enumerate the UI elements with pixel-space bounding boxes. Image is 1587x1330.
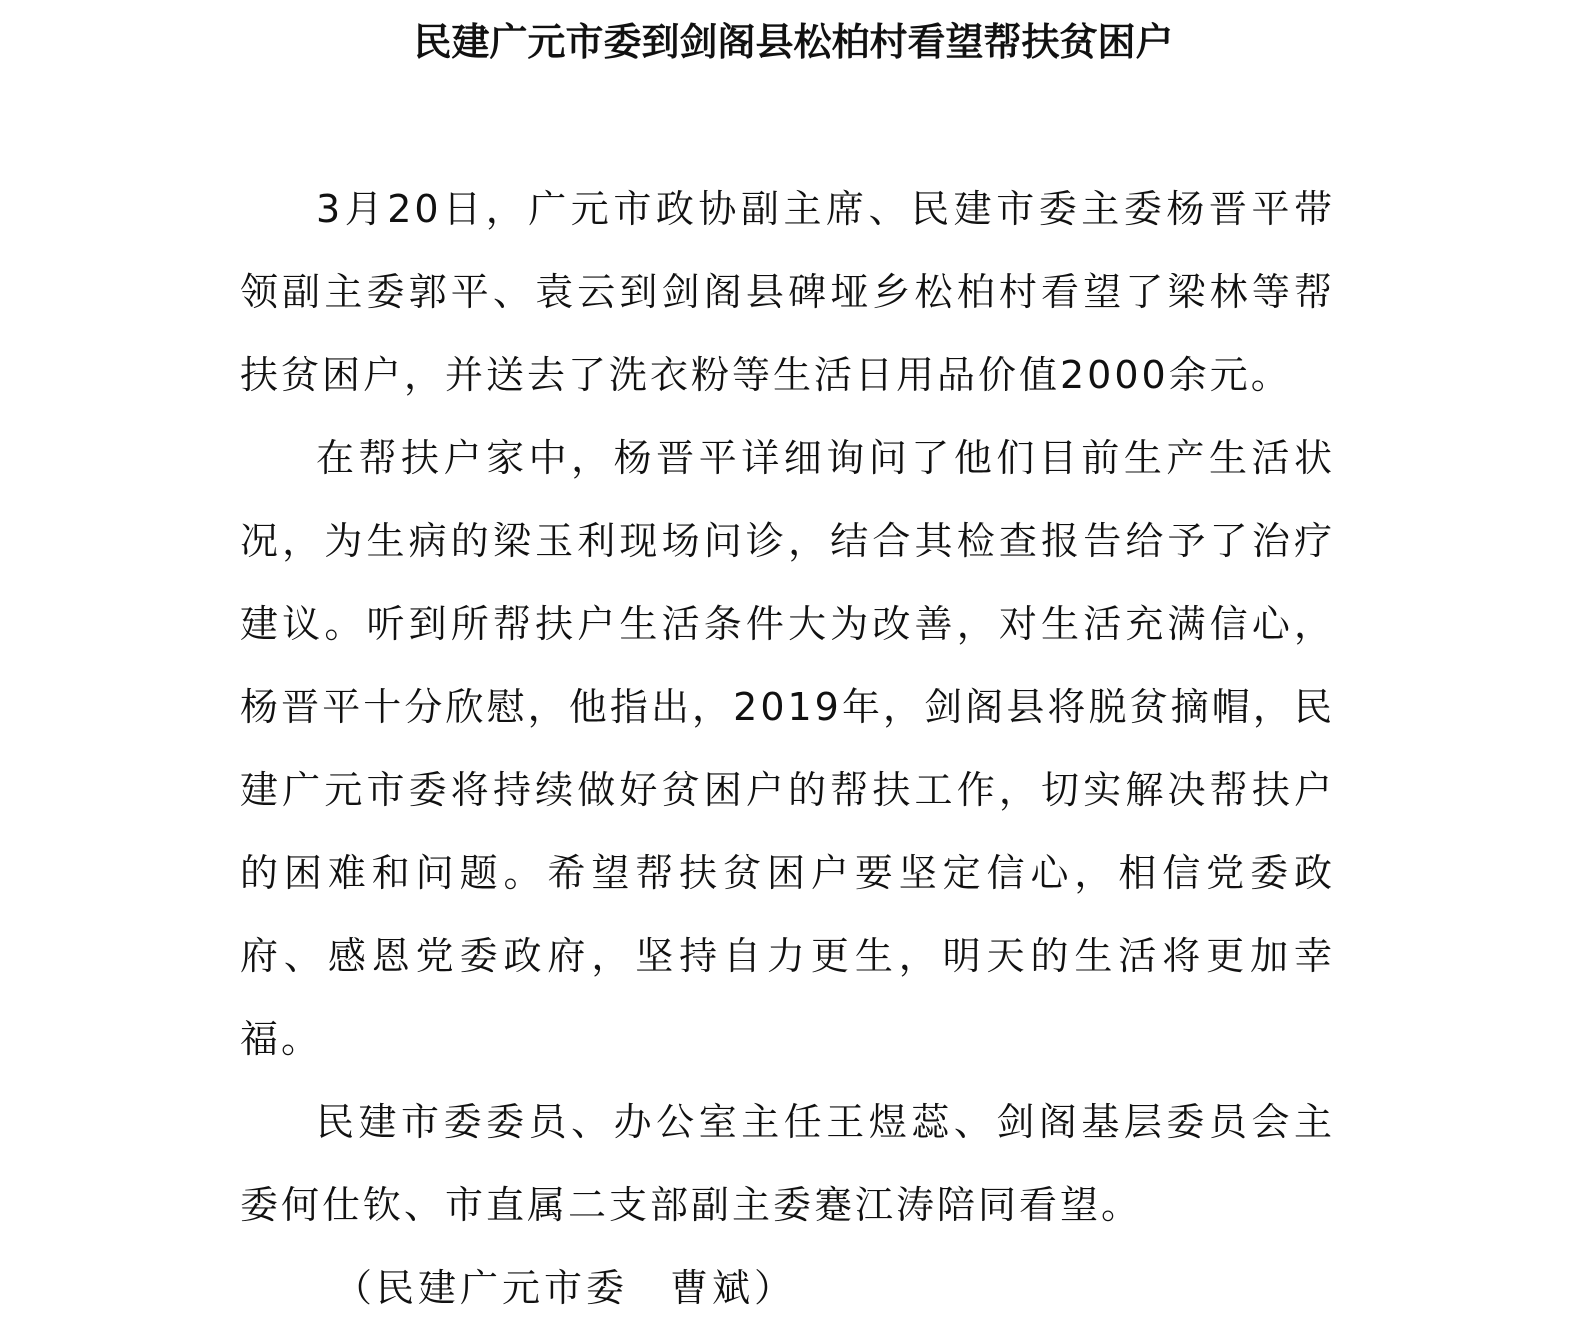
- paragraph-3: 民建市委委员、办公室主任王煜蕊、剑阁基层委员会主委何仕钦、市直属二支部副主委蹇江涛陪同看望。: [240, 1100, 1335, 1227]
- paragraph-1: 3月20日，广元市政协副主席、民建市委主委杨晋平带领副主委郭平、袁云到剑阁县碑垭乡松柏村看望了梁林等帮扶贫困户，并送去了洗衣粉等生活日用品价值2000余元。: [240, 187, 1335, 397]
- page-title: 民建广元市委到剑阁县松柏村看望帮扶贫困户: [413, 19, 1174, 64]
- article-body: [240, 168, 1335, 1330]
- byline-signature: （民建广元市委 曹斌）: [334, 1266, 797, 1310]
- paragraph-2: 在帮扶户家中，杨晋平详细询问了他们目前生产生活状况，为生病的梁玉利现场问诊，结合其检查报告给予了治疗建议。听到所帮扶户生活条件大为改善，对生活充满信心，杨晋平十分欣慰，他指出，2019年，剑阁县将脱贫摘帽，民建广元市委将持续做好贫困户的帮扶工作，切实解决帮扶户的困难和问题。希望帮扶贫困户要坚定信心，相信党委政府、感恩党委政府，坚持自力更生，明天的生活将更加幸福。: [240, 436, 1335, 1061]
